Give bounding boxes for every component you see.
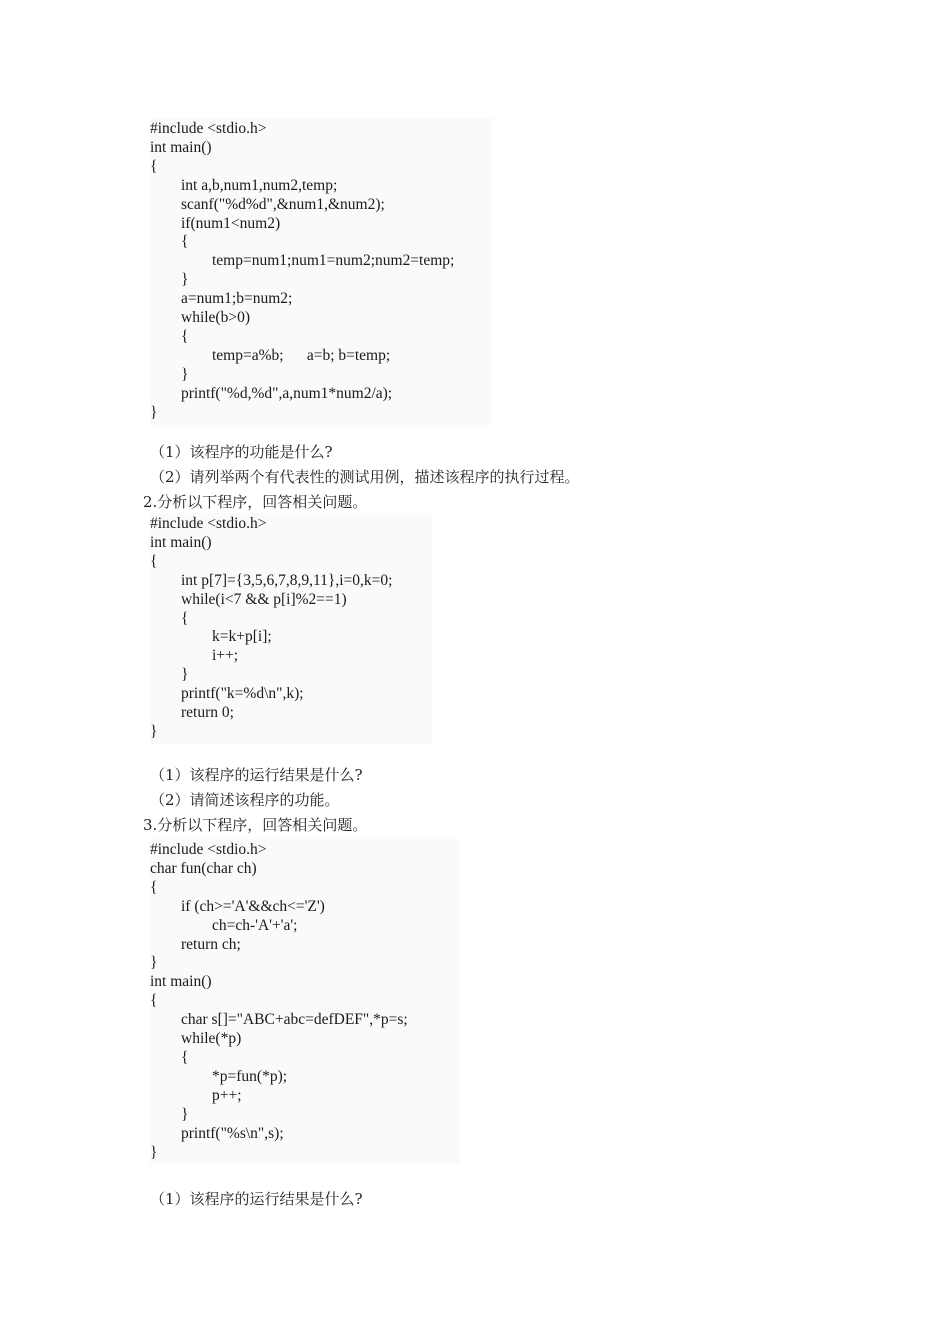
code-block-program-1: #include <stdio.h> int main() { int a,b,num1,num2,temp; scanf("%d%d",&num1,&num2); if(num1<num2) { temp=num1;num1=num2;num2=temp; } a=num1;b=num2; while(b>0) { temp=a%b; a=b; b=temp; } printf("%d,%d",a,num1*num2/a); } bbox=[150, 118, 492, 425]
question-1-1: （1）该程序的功能是什么? bbox=[150, 443, 333, 461]
question-1-2: （2）请列举两个有代表性的测试用例，描述该程序的执行过程。 bbox=[150, 468, 580, 486]
question-2-2: （2）请简述该程序的功能。 bbox=[150, 791, 340, 809]
section-3-heading: 3.分析以下程序，回答相关问题。 bbox=[143, 816, 368, 834]
section-2-heading: 2.分析以下程序，回答相关问题。 bbox=[143, 493, 368, 511]
question-3-1: （1）该程序的运行结果是什么? bbox=[150, 1190, 363, 1208]
code-block-program-2: #include <stdio.h> int main() { int p[7]={3,5,6,7,8,9,11},i=0,k=0; while(i<7 && p[i]%2==1) { k=k+p[i]; i++; } printf("k=%d\n",k); return 0; } bbox=[150, 513, 432, 744]
code-block-program-3: #include <stdio.h> char fun(char ch) { if (ch>='A'&&ch<='Z') ch=ch-'A'+'a'; return ch; } int main() { char s[]="ABC+abc=defDEF",*p=s; while(*p) { *p=fun(*p); p++; } printf("%s\n",s); } bbox=[150, 839, 460, 1164]
question-2-1: （1）该程序的运行结果是什么? bbox=[150, 766, 363, 784]
